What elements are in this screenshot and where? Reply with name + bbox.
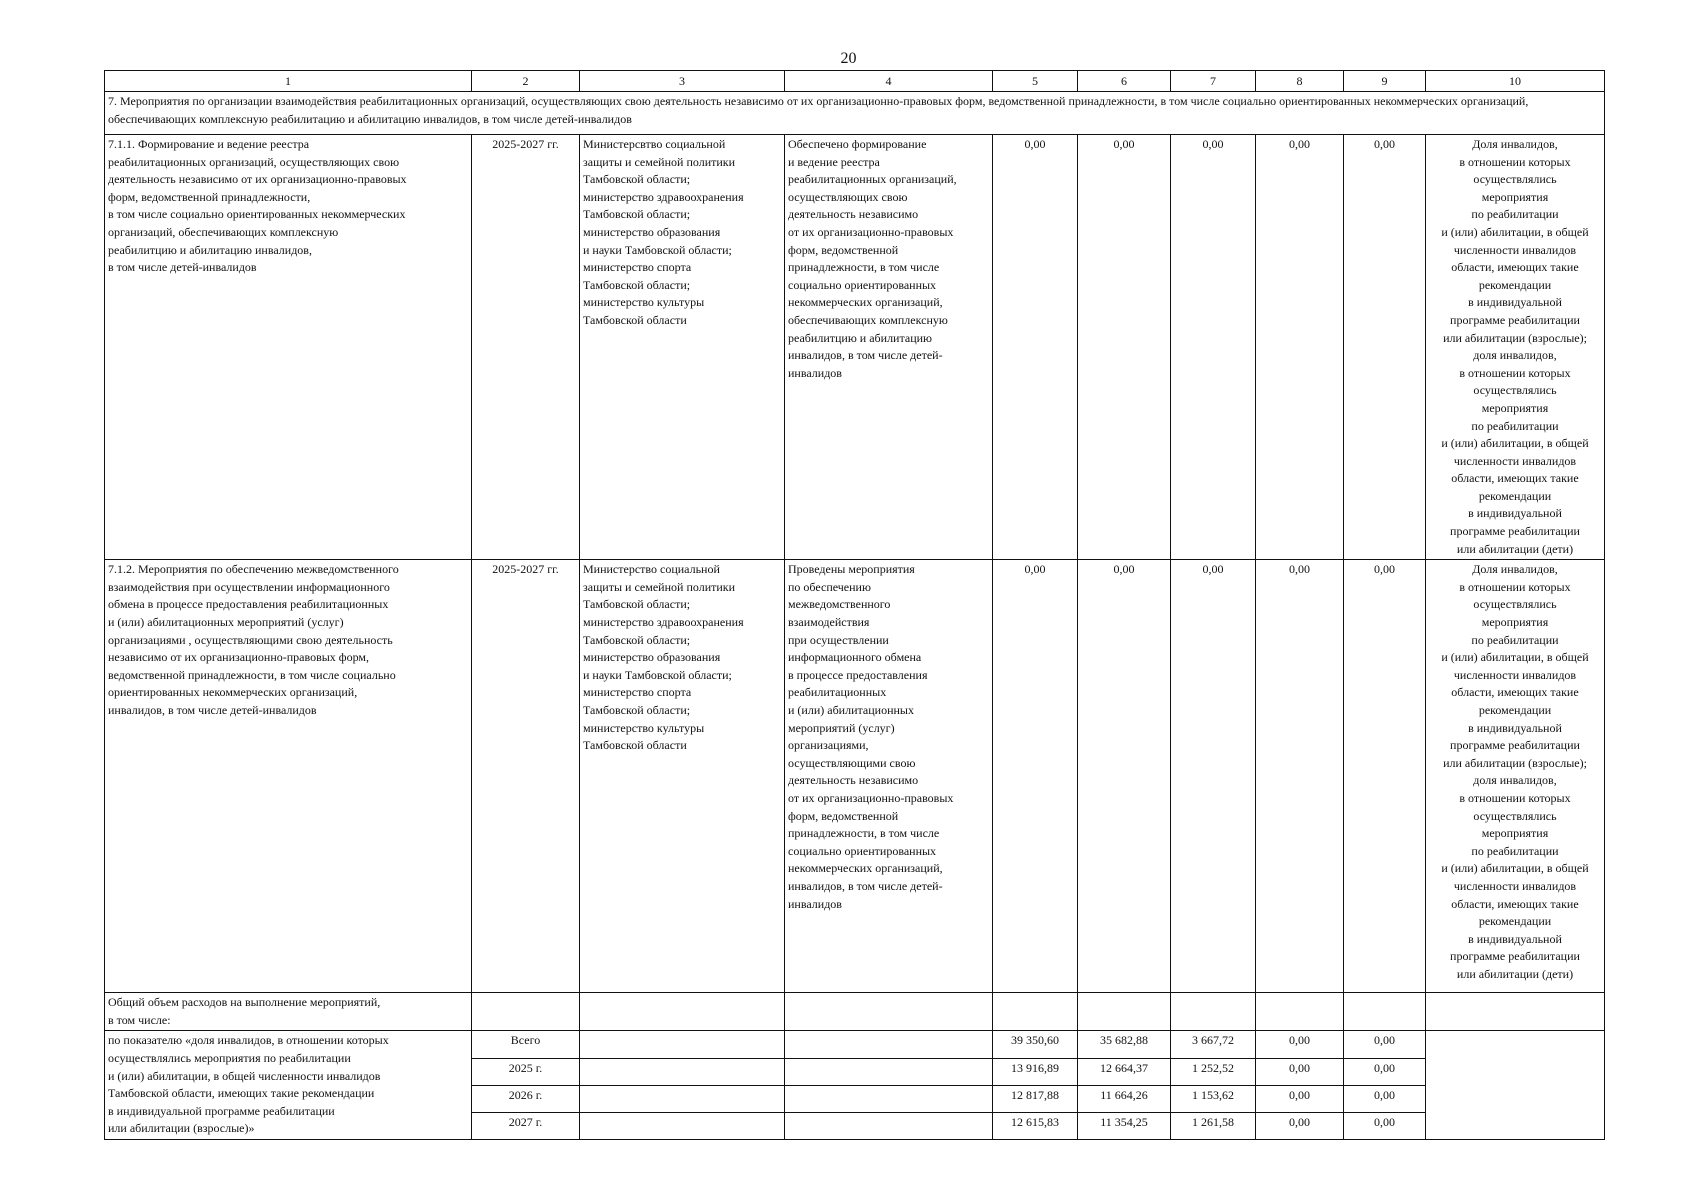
value-cell: 0,00 xyxy=(1256,1058,1344,1085)
period: 2025-2027 гг. xyxy=(472,560,580,993)
column-number: 9 xyxy=(1344,71,1426,92)
total-label: Общий объем расходов на выполнение мероприятий, в том числе: xyxy=(105,993,472,1031)
empty-cell xyxy=(1426,1031,1605,1140)
value-cell: 11 664,26 xyxy=(1078,1085,1171,1112)
section-title: 7. Мероприятия по организации взаимодействия реабилитационных организаций, осуществляющих свою деятельность независимо от их организационно-правовых форм, ведомственной принадлежности, в том числе социально ориентированных некоммерческих организаций, обеспечивающих комплексную реабилитацию и абилитацию инвалидов, в том числе детей-инвалидов xyxy=(105,92,1605,135)
column-number-row xyxy=(105,71,1605,92)
value-cell: 0,00 xyxy=(1344,1112,1426,1139)
column-number: 4 xyxy=(785,71,993,92)
column-number: 7 xyxy=(1171,71,1256,92)
value-cell: 13 916,89 xyxy=(993,1058,1078,1085)
executors: Министерсвтво социальной защиты и семейной политики Тамбовской области; министерство здравоохранения Тамбовской области; министерство образования и науки Тамбовской области; министерство спорта Тамбовской области; министерство культуры Тамбовской области xyxy=(580,135,785,560)
period: 2027 г. xyxy=(472,1112,580,1139)
value-cell: 1 153,62 xyxy=(1171,1085,1256,1112)
page-number: 20 xyxy=(840,50,857,67)
empty-cell xyxy=(785,1031,993,1058)
value-cell: 0,00 xyxy=(1256,1031,1344,1058)
value-cell: 0,00 xyxy=(1078,135,1171,560)
period: 2026 г. xyxy=(472,1085,580,1112)
section-row xyxy=(105,92,1605,135)
empty-cell xyxy=(785,1085,993,1112)
value-cell: 0,00 xyxy=(1344,135,1426,560)
value-cell: 0,00 xyxy=(1344,1031,1426,1058)
column-number: 2 xyxy=(472,71,580,92)
empty-cell xyxy=(1078,993,1171,1031)
column-number: 3 xyxy=(580,71,785,92)
value-cell: 11 354,25 xyxy=(1078,1112,1171,1139)
indicator: Доля инвалидов, в отношении которых осуществлялись мероприятия по реабилитации и (или) абилитации, в общей численности инвалидов области, имеющих такие рекомендации в индивидуальной программе реабилитации или абилитации (взрослые); доля инвалидов, в отношении которых осуществлялись мероприятия по реабилитации и (или) абилитации, в общей численности инвалидов области, имеющих такие рекомендации в индивидуальной программе реабилитации или абилитации (дети) xyxy=(1426,560,1605,993)
program-table xyxy=(104,70,1605,1140)
column-number: 10 xyxy=(1426,71,1605,92)
value-cell: 0,00 xyxy=(1171,135,1256,560)
executors: Министерство социальной защиты и семейной политики Тамбовской области; министерство здравоохранения Тамбовской области; министерство образования и науки Тамбовской области; министерство спорта Тамбовской области; министерство культуры Тамбовской области xyxy=(580,560,785,993)
empty-cell xyxy=(472,993,580,1031)
empty-cell xyxy=(1344,993,1426,1031)
value-cell: 1 252,52 xyxy=(1171,1058,1256,1085)
value-cell: 0,00 xyxy=(1256,135,1344,560)
value-cell: 0,00 xyxy=(1256,1112,1344,1139)
empty-cell xyxy=(785,1112,993,1139)
value-cell: 0,00 xyxy=(993,560,1078,993)
empty-cell xyxy=(785,1058,993,1085)
period: 2025-2027 гг. xyxy=(472,135,580,560)
total-subrow xyxy=(105,1031,1605,1058)
column-number: 8 xyxy=(1256,71,1344,92)
value-cell: 12 615,83 xyxy=(993,1112,1078,1139)
empty-cell xyxy=(993,993,1078,1031)
empty-cell xyxy=(580,1031,785,1058)
indicator: Доля инвалидов, в отношении которых осуществлялись мероприятия по реабилитации и (или) абилитации, в общей численности инвалидов области, имеющих такие рекомендации в индивидуальной программе реабилитации или абилитации (взрослые); доля инвалидов, в отношении которых осуществлялись мероприятия по реабилитации и (или) абилитации, в общей численности инвалидов области, имеющих такие рекомендации в индивидуальной программе реабилитации или абилитации (дети) xyxy=(1426,135,1605,560)
table-row xyxy=(105,560,1605,993)
empty-cell xyxy=(1256,993,1344,1031)
table-row xyxy=(105,135,1605,560)
empty-cell xyxy=(580,1112,785,1139)
value-cell: 0,00 xyxy=(1344,560,1426,993)
period: 2025 г. xyxy=(472,1058,580,1085)
empty-cell xyxy=(1171,993,1256,1031)
value-cell: 12 817,88 xyxy=(993,1085,1078,1112)
value-cell: 3 667,72 xyxy=(1171,1031,1256,1058)
value-cell: 0,00 xyxy=(1078,560,1171,993)
empty-cell xyxy=(785,993,993,1031)
value-cell: 1 261,58 xyxy=(1171,1112,1256,1139)
empty-cell xyxy=(580,1058,785,1085)
empty-cell xyxy=(580,1085,785,1112)
value-cell: 0,00 xyxy=(993,135,1078,560)
indicator-label: по показателю «доля инвалидов, в отношении которых осуществлялись мероприятия по реабилитации и (или) абилитации, в общей численности инвалидов Тамбовской области, имеющих такие рекомендации в индивидуальной программе реабилитации или абилитации (взрослые)» xyxy=(105,1031,472,1140)
column-number: 5 xyxy=(993,71,1078,92)
value-cell: 0,00 xyxy=(1171,560,1256,993)
empty-cell xyxy=(580,993,785,1031)
value-cell: 0,00 xyxy=(1344,1085,1426,1112)
value-cell: 0,00 xyxy=(1256,560,1344,993)
value-cell: 39 350,60 xyxy=(993,1031,1078,1058)
period: Всего xyxy=(472,1031,580,1058)
total-row xyxy=(105,993,1605,1031)
activity-name: 7.1.2. Мероприятия по обеспечению межведомственного взаимодействия при осуществлении информационного обмена в процессе предоставления реабилитационных и (или) абилитационных мероприятий (услуг) организациями , осуществляющими свою деятельность независимо от их организационно-правовых форм, ведомственной принадлежности, в том числе социально ориентированных некоммерческих организаций, инвалидов, в том числе детей-инвалидов xyxy=(105,560,472,993)
activity-name: 7.1.1. Формирование и ведение реестра реабилитационных организаций, осуществляющих свою деятельность независимо от их организационно-правовых форм, ведомственной принадлежности, в том числе социально ориентированных некоммерческих организаций, обеспечивающих комплексную реабилитцию и абилитацию инвалидов, в том числе детей-инвалидов xyxy=(105,135,472,560)
column-number: 1 xyxy=(105,71,472,92)
value-cell: 0,00 xyxy=(1256,1085,1344,1112)
value-cell: 0,00 xyxy=(1344,1058,1426,1085)
column-number: 6 xyxy=(1078,71,1171,92)
value-cell: 35 682,88 xyxy=(1078,1031,1171,1058)
value-cell: 12 664,37 xyxy=(1078,1058,1171,1085)
expected-result: Проведены мероприятия по обеспечению межведомственного взаимодействия при осуществлении информационного обмена в процессе предоставления реабилитационных и (или) абилитационных мероприятий (услуг) организациями, осуществляющими свою деятельность независимо от их организационно-правовых форм, ведомственной принадлежности, в том числе социально ориентированных некоммерческих организаций, инвалидов, в том числе детей- инвалидов xyxy=(785,560,993,993)
empty-cell xyxy=(1426,993,1605,1031)
expected-result: Обеспечено формирование и ведение реестра реабилитационных организаций, осуществляющих свою деятельность независимо от их организационно-правовых форм, ведомственной принадлежности, в том числе социально ориентированных некоммерческих организаций, обеспечивающих комплексную реабилитцию и абилитацию инвалидов, в том числе детей- инвалидов xyxy=(785,135,993,560)
